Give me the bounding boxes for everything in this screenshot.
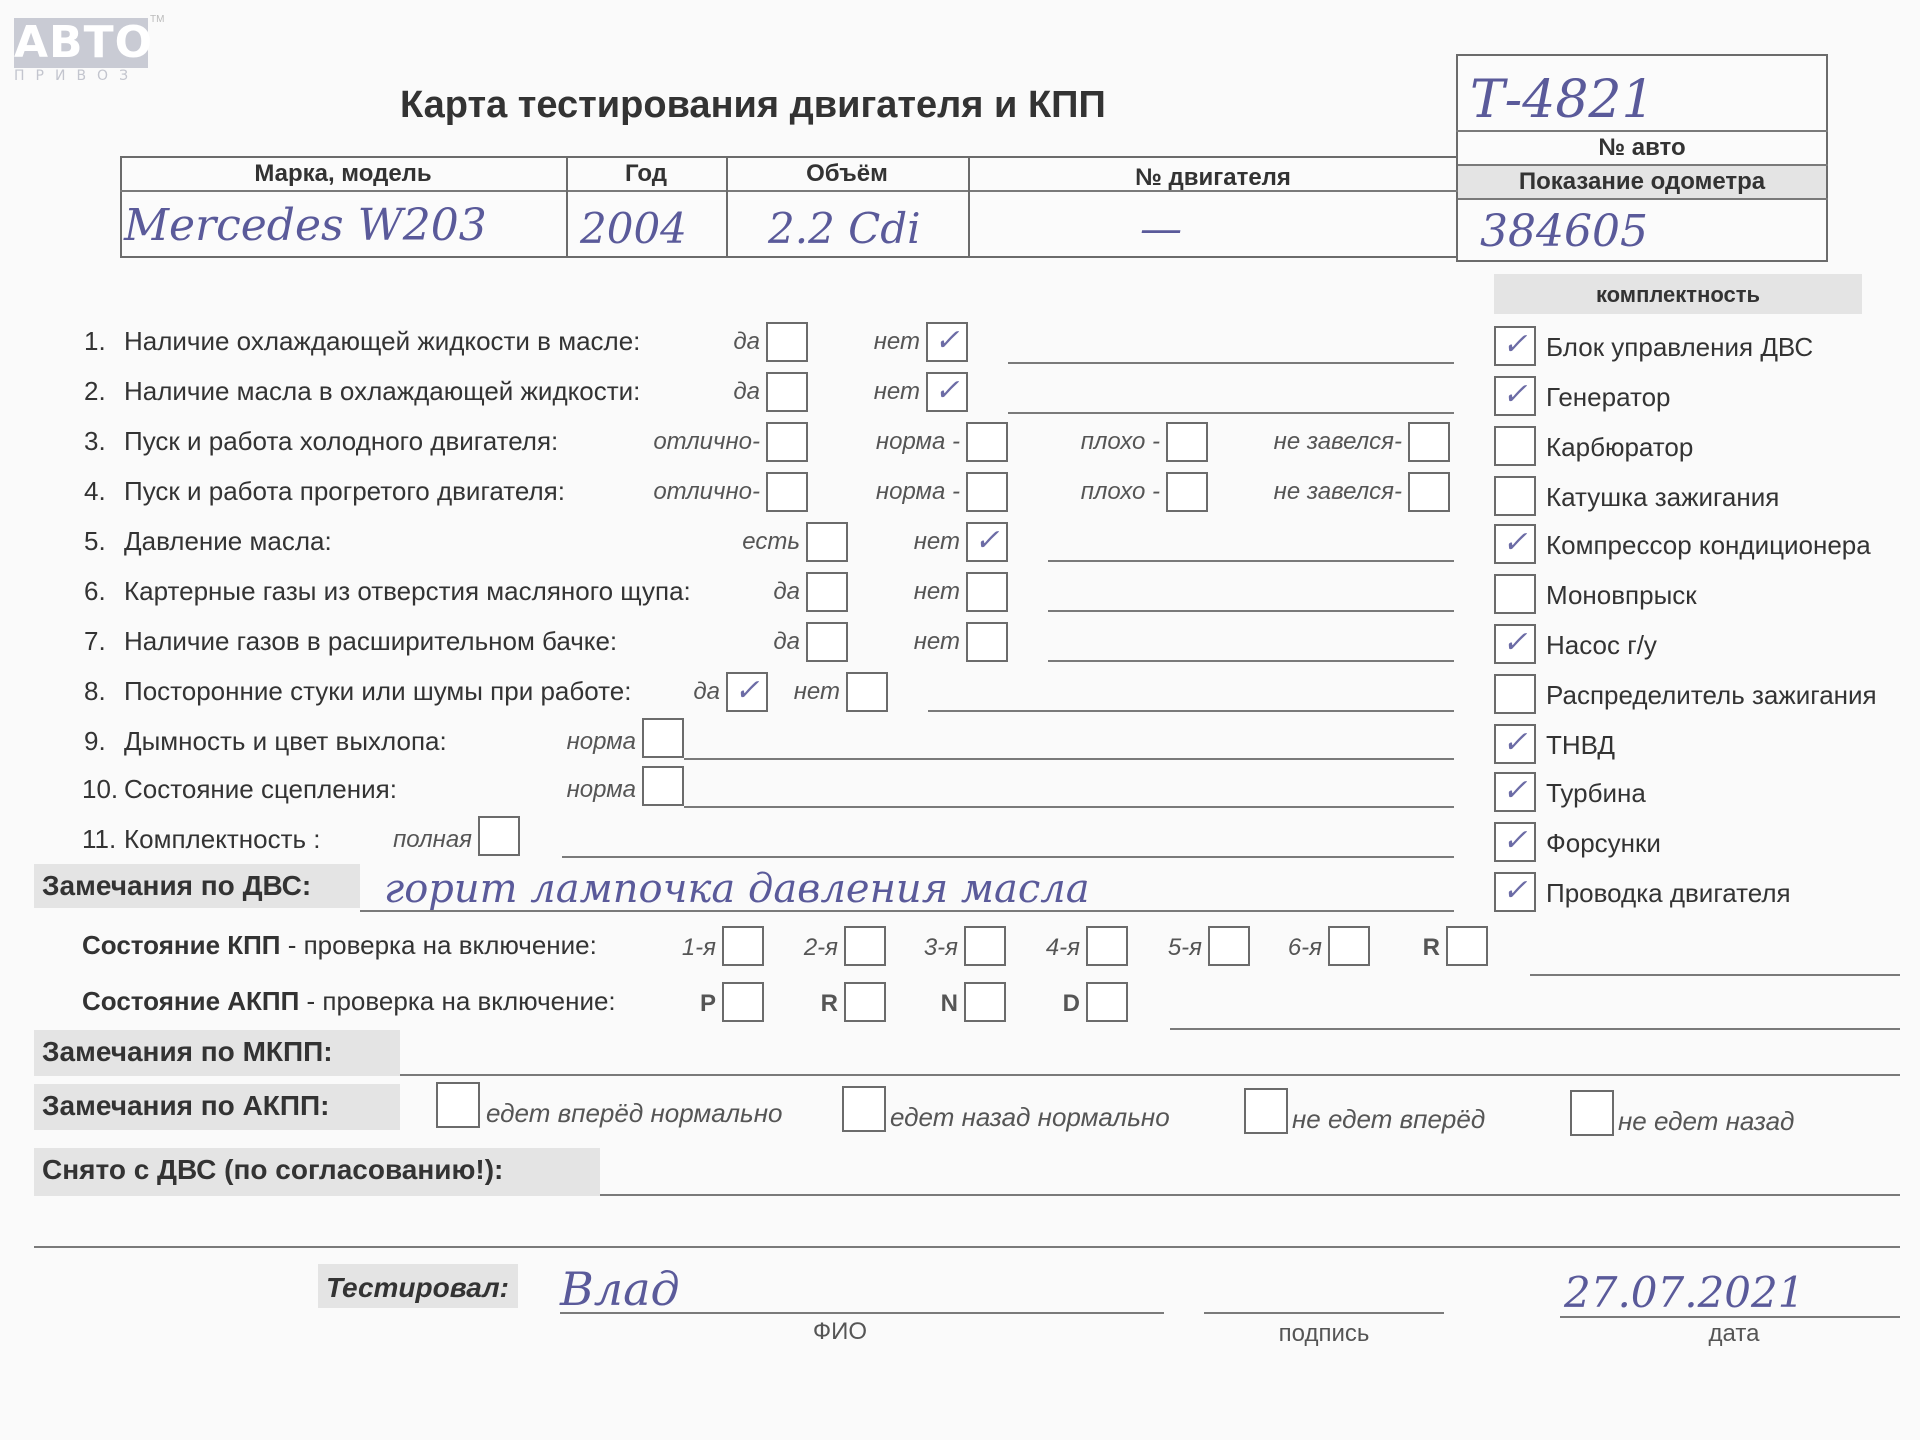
mode-checkbox[interactable] — [722, 982, 764, 1022]
kit-checkbox[interactable]: ✓ — [1494, 822, 1536, 862]
checkbox[interactable] — [642, 766, 684, 806]
kit-title: комплектность — [1595, 282, 1761, 307]
gear-label: 6-я — [1287, 934, 1322, 961]
checkbox[interactable] — [966, 472, 1008, 512]
question-text: Состояние сцепления: — [124, 774, 397, 804]
option-label: нет — [873, 378, 920, 405]
kit-item-label: Форсунки — [1546, 828, 1661, 858]
question-text: Посторонние стуки или шумы при работе: — [124, 676, 632, 706]
kit-item-label: Карбюратор — [1546, 432, 1694, 462]
option-label: норма - — [875, 478, 960, 505]
akpp-option-label: едет назад нормально — [890, 1102, 1170, 1132]
option-label: нет — [913, 528, 960, 555]
akpp-option-checkbox[interactable] — [436, 1082, 480, 1128]
option-label: нет — [793, 678, 840, 705]
checkbox[interactable] — [766, 472, 808, 512]
checkbox[interactable] — [642, 718, 684, 758]
header-make-model: Марка, модель — [254, 160, 432, 187]
kpp-label: Состояние КПП - проверка на включение: — [82, 930, 597, 960]
checkbox[interactable]: ✓ — [926, 372, 968, 412]
gear-checkbox[interactable] — [1328, 926, 1370, 966]
option-label: норма — [566, 728, 636, 755]
removed-line — [600, 1194, 1900, 1196]
make-model-value: Mercedes W203 — [124, 200, 487, 251]
removed-line-2 — [34, 1246, 1900, 1248]
option-label: да — [733, 378, 760, 405]
option-label: да — [773, 578, 800, 605]
comment-line — [1008, 412, 1454, 414]
question-text: Давление масла: — [124, 526, 332, 556]
odometer-value: 384605 — [1480, 206, 1648, 257]
option-label: отлично- — [653, 478, 760, 505]
date-value: 27.07.2021 — [1564, 1268, 1805, 1317]
signature-line — [1204, 1312, 1444, 1314]
header-engine-no: № двигателя — [1135, 164, 1291, 191]
tester-name: Влад — [560, 1262, 680, 1316]
option-label: нет — [913, 628, 960, 655]
question-number: 8. — [84, 676, 106, 706]
comment-line — [1008, 362, 1454, 364]
option-label: да — [773, 628, 800, 655]
question-number: 3. — [84, 426, 106, 456]
date-label: дата — [1708, 1320, 1760, 1347]
question-number: 7. — [84, 626, 106, 656]
kit-item-label: Компрессор кондиционера — [1546, 530, 1871, 560]
comment-line — [562, 856, 1454, 858]
comment-line — [684, 758, 1454, 760]
checkbox[interactable]: ✓ — [726, 672, 768, 712]
auto-number-value: Т-4821 — [1470, 70, 1655, 130]
question-number: 1. — [84, 326, 106, 356]
option-label: плохо - — [1080, 428, 1160, 455]
checkbox[interactable] — [766, 422, 808, 462]
kit-checkbox[interactable]: ✓ — [1494, 724, 1536, 764]
fio-label: ФИО — [812, 1318, 868, 1345]
checkbox[interactable] — [478, 816, 520, 856]
question-number: 5. — [84, 526, 106, 556]
checkbox[interactable] — [1408, 422, 1450, 462]
checkbox[interactable] — [1408, 472, 1450, 512]
comment-line — [1048, 660, 1454, 662]
option-label: плохо - — [1080, 478, 1160, 505]
akpp-label: Состояние АКПП - проверка на включение: — [82, 986, 616, 1016]
remarks-akpp-label: Замечания по АКПП: — [42, 1090, 330, 1121]
signature-label: подпись — [1278, 1320, 1370, 1347]
checkbox[interactable] — [966, 572, 1008, 612]
gear-label: 3-я — [923, 934, 958, 961]
question-text: Наличие охлаждающей жидкости в масле: — [124, 326, 641, 356]
akpp-option-checkbox[interactable] — [1570, 1090, 1614, 1136]
checkbox[interactable]: ✓ — [966, 522, 1008, 562]
header-volume: Объём — [806, 160, 888, 187]
question-text: Пуск и работа прогретого двигателя: — [124, 476, 565, 506]
option-label: не завелся- — [1273, 478, 1402, 505]
akpp-option-label: не едет назад — [1618, 1106, 1795, 1136]
header-year: Год — [625, 160, 667, 187]
mode-label: R — [820, 990, 838, 1017]
kit-item-label: Катушка зажигания — [1546, 482, 1780, 512]
option-label: норма - — [875, 428, 960, 455]
question-text: Картерные газы из отверстия масляного щупа: — [124, 576, 691, 606]
checkbox[interactable] — [1166, 422, 1208, 462]
checkbox[interactable] — [1166, 472, 1208, 512]
gear-checkbox[interactable] — [1086, 926, 1128, 966]
question-number: 11. — [82, 824, 117, 854]
checkbox[interactable] — [846, 672, 888, 712]
kpp-line — [1530, 974, 1900, 976]
akpp-option-checkbox[interactable] — [842, 1086, 886, 1132]
auto-number-label: № авто — [1598, 134, 1686, 161]
question-number: 4. — [84, 476, 106, 506]
kit-checkbox[interactable] — [1494, 426, 1536, 466]
kit-item-label: Проводка двигателя — [1546, 878, 1791, 908]
kit-checkbox[interactable]: ✓ — [1494, 772, 1536, 812]
question-text: Дымность и цвет выхлопа: — [124, 726, 447, 756]
kit-item-label: Распределитель зажигания — [1546, 680, 1877, 710]
kit-checkbox[interactable] — [1494, 674, 1536, 714]
kit-checkbox[interactable]: ✓ — [1494, 872, 1536, 912]
gear-checkbox[interactable] — [1446, 926, 1488, 966]
mode-label: D — [1062, 990, 1080, 1017]
remarks-mkpp-line — [400, 1074, 1900, 1076]
comment-line — [928, 710, 1454, 712]
checkbox[interactable] — [806, 622, 848, 662]
date-line — [1560, 1316, 1900, 1318]
mode-label: P — [699, 990, 716, 1017]
option-label: отлично- — [653, 428, 760, 455]
kit-checkbox[interactable] — [1494, 574, 1536, 614]
option-label: норма — [566, 776, 636, 803]
gear-checkbox[interactable] — [964, 926, 1006, 966]
option-label: полная — [393, 826, 472, 853]
checkbox[interactable]: ✓ — [926, 322, 968, 362]
question-number: 9. — [84, 726, 106, 756]
fio-line — [560, 1312, 1164, 1314]
question-text: Комплектность : — [124, 824, 321, 854]
remarks-dvs-label: Замечания по ДВС: — [42, 870, 312, 901]
kit-item-label: Блок управления ДВС — [1546, 332, 1814, 362]
kit-checkbox[interactable] — [1494, 476, 1536, 516]
question-number: 2. — [84, 376, 106, 406]
mode-checkbox[interactable] — [964, 982, 1006, 1022]
question-text: Наличие газов в расширительном бачке: — [124, 626, 618, 656]
option-label: нет — [873, 328, 920, 355]
question-number: 6. — [84, 576, 106, 606]
remarks-dvs-line — [360, 910, 1454, 912]
odometer-label: Показание одометра — [1518, 168, 1766, 195]
option-label: да — [733, 328, 760, 355]
volume-value: 2.2 Cdi — [768, 204, 921, 253]
akpp-option-checkbox[interactable] — [1244, 1088, 1288, 1134]
option-label: да — [693, 678, 720, 705]
gear-checkbox[interactable] — [844, 926, 886, 966]
kit-checkbox[interactable]: ✓ — [1494, 624, 1536, 664]
trademark: TM — [150, 14, 165, 25]
option-label: не завелся- — [1273, 428, 1402, 455]
checkbox[interactable] — [806, 522, 848, 562]
mode-checkbox[interactable] — [1086, 982, 1128, 1022]
comment-line — [1048, 560, 1454, 562]
checkbox[interactable] — [806, 572, 848, 612]
checkbox[interactable] — [966, 622, 1008, 662]
mode-checkbox[interactable] — [844, 982, 886, 1022]
kit-item-label: ТНВД — [1546, 730, 1616, 760]
engine-no-value: — — [1140, 204, 1182, 253]
removed-label: Снято с ДВС (по согласованию!): — [42, 1154, 504, 1185]
gear-label: 2-я — [803, 934, 838, 961]
page-title: Карта тестирования двигателя и КПП — [400, 84, 1106, 126]
kit-checkbox[interactable]: ✓ — [1494, 326, 1536, 366]
remarks-mkpp-label: Замечания по МКПП: — [42, 1036, 333, 1067]
mode-label: N — [940, 990, 958, 1017]
kit-checkbox[interactable]: ✓ — [1494, 524, 1536, 564]
checkbox[interactable] — [766, 322, 808, 362]
gear-checkbox[interactable] — [722, 926, 764, 966]
checkbox[interactable] — [766, 372, 808, 412]
kit-item-label: Турбина — [1546, 778, 1646, 808]
question-text: Наличие масла в охлаждающей жидкости: — [124, 376, 641, 406]
question-number: 10. — [82, 774, 119, 804]
tested-label: Тестировал: — [326, 1272, 509, 1303]
gear-checkbox[interactable] — [1208, 926, 1250, 966]
gear-label: 4-я — [1045, 934, 1080, 961]
checkbox[interactable] — [966, 422, 1008, 462]
logo-subtitle: ПРИВОЗ — [14, 68, 140, 84]
year-value: 2004 — [580, 204, 687, 253]
question-text: Пуск и работа холодного двигателя: — [124, 426, 559, 456]
option-label: есть — [742, 528, 800, 555]
gear-label: R — [1422, 934, 1440, 961]
kit-checkbox[interactable]: ✓ — [1494, 376, 1536, 416]
gear-label: 5-я — [1167, 934, 1202, 961]
option-label: нет — [913, 578, 960, 605]
kit-item-label: Насос г/у — [1546, 630, 1657, 660]
comment-line — [1048, 610, 1454, 612]
akpp-line — [1170, 1028, 1900, 1030]
akpp-option-label: едет вперёд нормально — [486, 1098, 783, 1128]
comment-line — [684, 806, 1454, 808]
logo: АВТО — [14, 17, 154, 68]
remarks-dvs-value: горит лампочка давления масла — [384, 866, 1090, 912]
kit-item-label: Моновпрыск — [1546, 580, 1697, 610]
kit-item-label: Генератор — [1546, 382, 1671, 412]
gear-label: 1-я — [681, 934, 716, 961]
akpp-option-label: не едет вперёд — [1292, 1104, 1486, 1134]
